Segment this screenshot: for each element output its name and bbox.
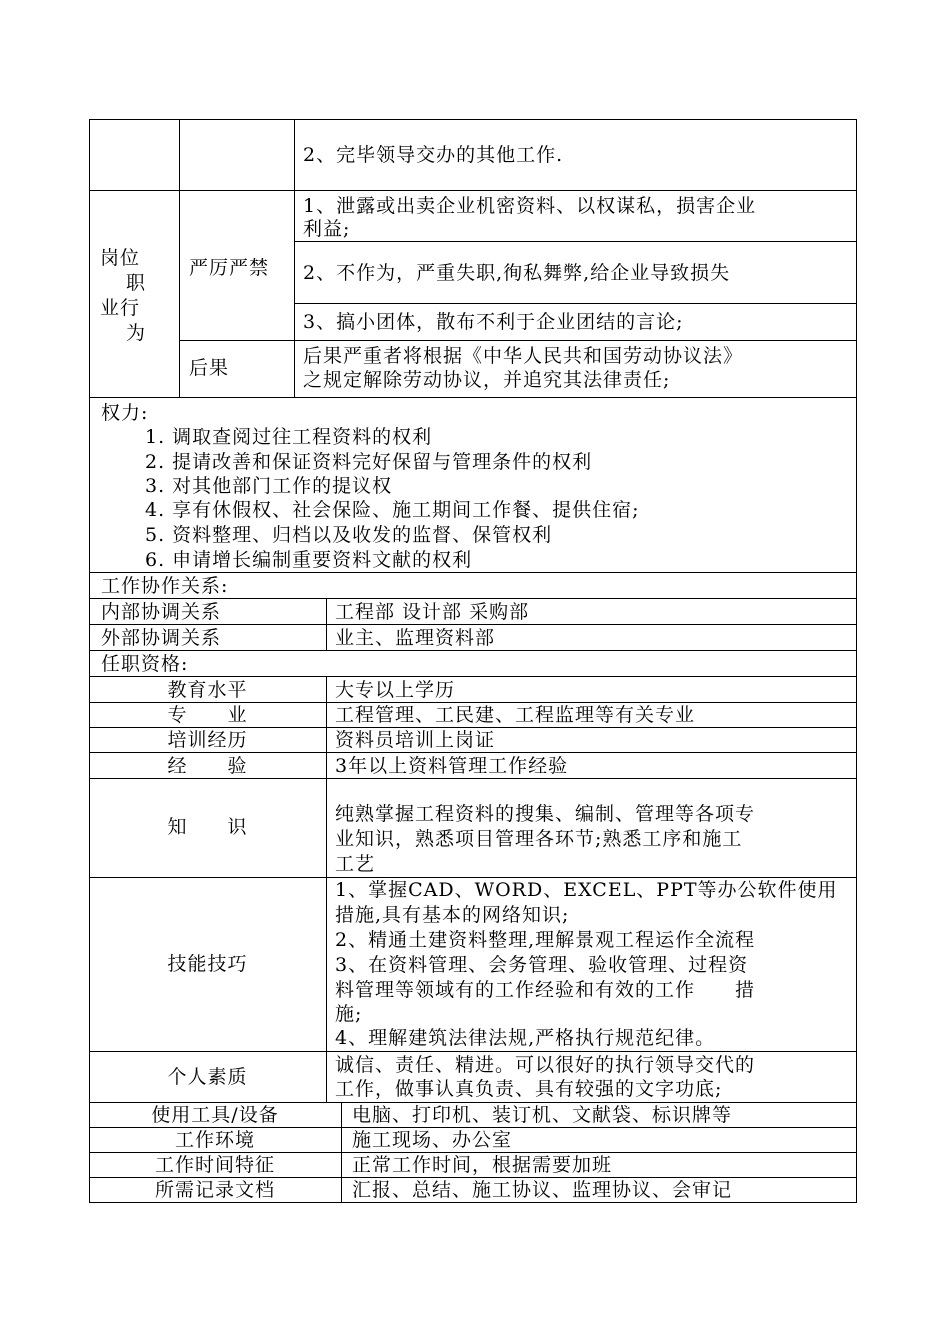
quality-text: 诚信、责任、精进。可以很好的执行领导交代的 <box>335 1054 756 1076</box>
skills-text: 2、精通土建资料整理,理解景观工程运作全流程 <box>335 929 756 951</box>
table-rule <box>89 676 857 677</box>
relations-title: 工作协作关系: <box>101 575 229 597</box>
table-rule <box>179 340 857 341</box>
education-value: 大专以上学历 <box>335 679 456 701</box>
power-item: 5. 资料整理、归档以及收发的监督、保管权利 <box>145 524 553 546</box>
internal-relations-value: 工程部 设计部 采购部 <box>335 601 530 623</box>
table-rule <box>341 1102 342 1203</box>
knowledge-text: 工艺 <box>335 853 376 875</box>
table-rule <box>89 778 857 779</box>
table-rule <box>326 676 327 1102</box>
quality-text: 工作，做事认真负责、具有较强的文字功底; <box>335 1078 723 1100</box>
consequence-text: 之规定解除劳动协议，并追究其法律责任; <box>303 369 671 391</box>
education-label: 教育水平 <box>167 679 248 701</box>
table-rule <box>89 572 857 573</box>
conduct-section-label: 职 <box>126 272 147 294</box>
records-label: 所需记录文档 <box>154 1179 275 1201</box>
power-item: 2. 提请改善和保证资料完好保留与管理条件的权利 <box>145 451 593 473</box>
qualifications-title: 任职资格: <box>101 653 189 675</box>
table-rule <box>89 397 857 398</box>
experience-value: 3年以上资料管理工作经验 <box>335 755 569 777</box>
tools-value: 电脑、打印机、装订机、文献袋、标识牌等 <box>352 1104 733 1126</box>
table-rule <box>89 190 857 191</box>
table-rule <box>89 650 857 651</box>
prohibited-item: 2、不作为，严重失职,徇私舞弊,给企业导致损失 <box>303 262 731 284</box>
skills-label: 技能技巧 <box>167 953 248 975</box>
power-item: 3. 对其他部门工作的提议权 <box>145 475 393 497</box>
conduct-section-label: 为 <box>126 322 147 344</box>
knowledge-text: 业知识，熟悉项目管理各环节;熟悉工序和施工 <box>335 828 743 850</box>
work-time-label: 工作时间特征 <box>154 1154 275 1176</box>
table-rule <box>89 624 857 625</box>
power-item: 1. 调取查阅过往工程资料的权利 <box>145 426 433 448</box>
powers-title: 权力: <box>101 402 149 424</box>
prohibited-item: 1、泄露或出卖企业机密资料、以权谋私，损害企业 <box>303 195 757 217</box>
table-rule <box>179 119 180 397</box>
table-rule <box>89 598 857 599</box>
internal-relations-label: 内部协调关系 <box>101 601 222 623</box>
prohibited-item: 3、搞小团体，散布不利于企业团结的言论; <box>303 311 684 333</box>
table-rule <box>89 752 857 753</box>
major-label: 专 业 <box>167 704 248 726</box>
table-rule <box>294 119 295 397</box>
duty-item: 2、完毕领导交办的其他工作. <box>303 144 564 166</box>
power-item: 4. 享有休假权、社会保险、施工期间工作餐、提供住宿; <box>145 499 640 521</box>
tools-label: 使用工具/设备 <box>151 1104 279 1126</box>
work-time-value: 正常工作时间，根据需要加班 <box>352 1154 613 1176</box>
prohibited-item: 利益; <box>303 218 351 240</box>
training-label: 培训经历 <box>167 729 248 751</box>
skills-text: 施; <box>335 1003 363 1025</box>
table-rule <box>294 241 857 242</box>
records-value: 汇报、总结、施工协议、监理协议、会审记 <box>352 1179 733 1201</box>
skills-text: 措施,具有基本的网络知识; <box>335 904 570 926</box>
external-relations-value: 业主、监理资料部 <box>335 627 496 649</box>
consequence-text: 后果严重者将根据《中华人民共和国劳动协议法》 <box>303 345 744 367</box>
training-value: 资料员培训上岗证 <box>335 729 496 751</box>
skills-text: 1、掌握CAD、WORD、EXCEL、PPT等办公软件使用 <box>335 879 838 901</box>
conduct-section-label: 岗位 <box>100 247 141 269</box>
prohibited-label: 严厉严禁 <box>189 257 270 279</box>
conduct-section-label: 业行 <box>100 297 141 319</box>
environment-label: 工作环境 <box>174 1129 255 1151</box>
table-rule <box>294 303 857 304</box>
power-item: 6. 申请增长编制重要资料文献的权利 <box>145 549 473 571</box>
table-rule <box>89 1051 857 1052</box>
quality-label: 个人素质 <box>167 1066 248 1088</box>
external-relations-label: 外部协调关系 <box>101 627 222 649</box>
experience-label: 经 验 <box>167 755 248 777</box>
skills-text: 料管理等领域有的工作经验和有效的工作 措 <box>335 979 756 1001</box>
skills-text: 3、在资料管理、会务管理、验收管理、过程资 <box>335 954 749 976</box>
major-value: 工程管理、工民建、工程监理等有关专业 <box>335 704 696 726</box>
skills-text: 4、理解建筑法律法规,严格执行规范纪律。 <box>335 1027 716 1049</box>
consequence-label: 后果 <box>189 357 230 379</box>
knowledge-label: 知 识 <box>167 816 248 838</box>
knowledge-text: 纯熟掌握工程资料的搜集、编制、管理等各项专 <box>335 803 756 825</box>
table-rule <box>326 598 327 650</box>
environment-value: 施工现场、办公室 <box>352 1129 513 1151</box>
